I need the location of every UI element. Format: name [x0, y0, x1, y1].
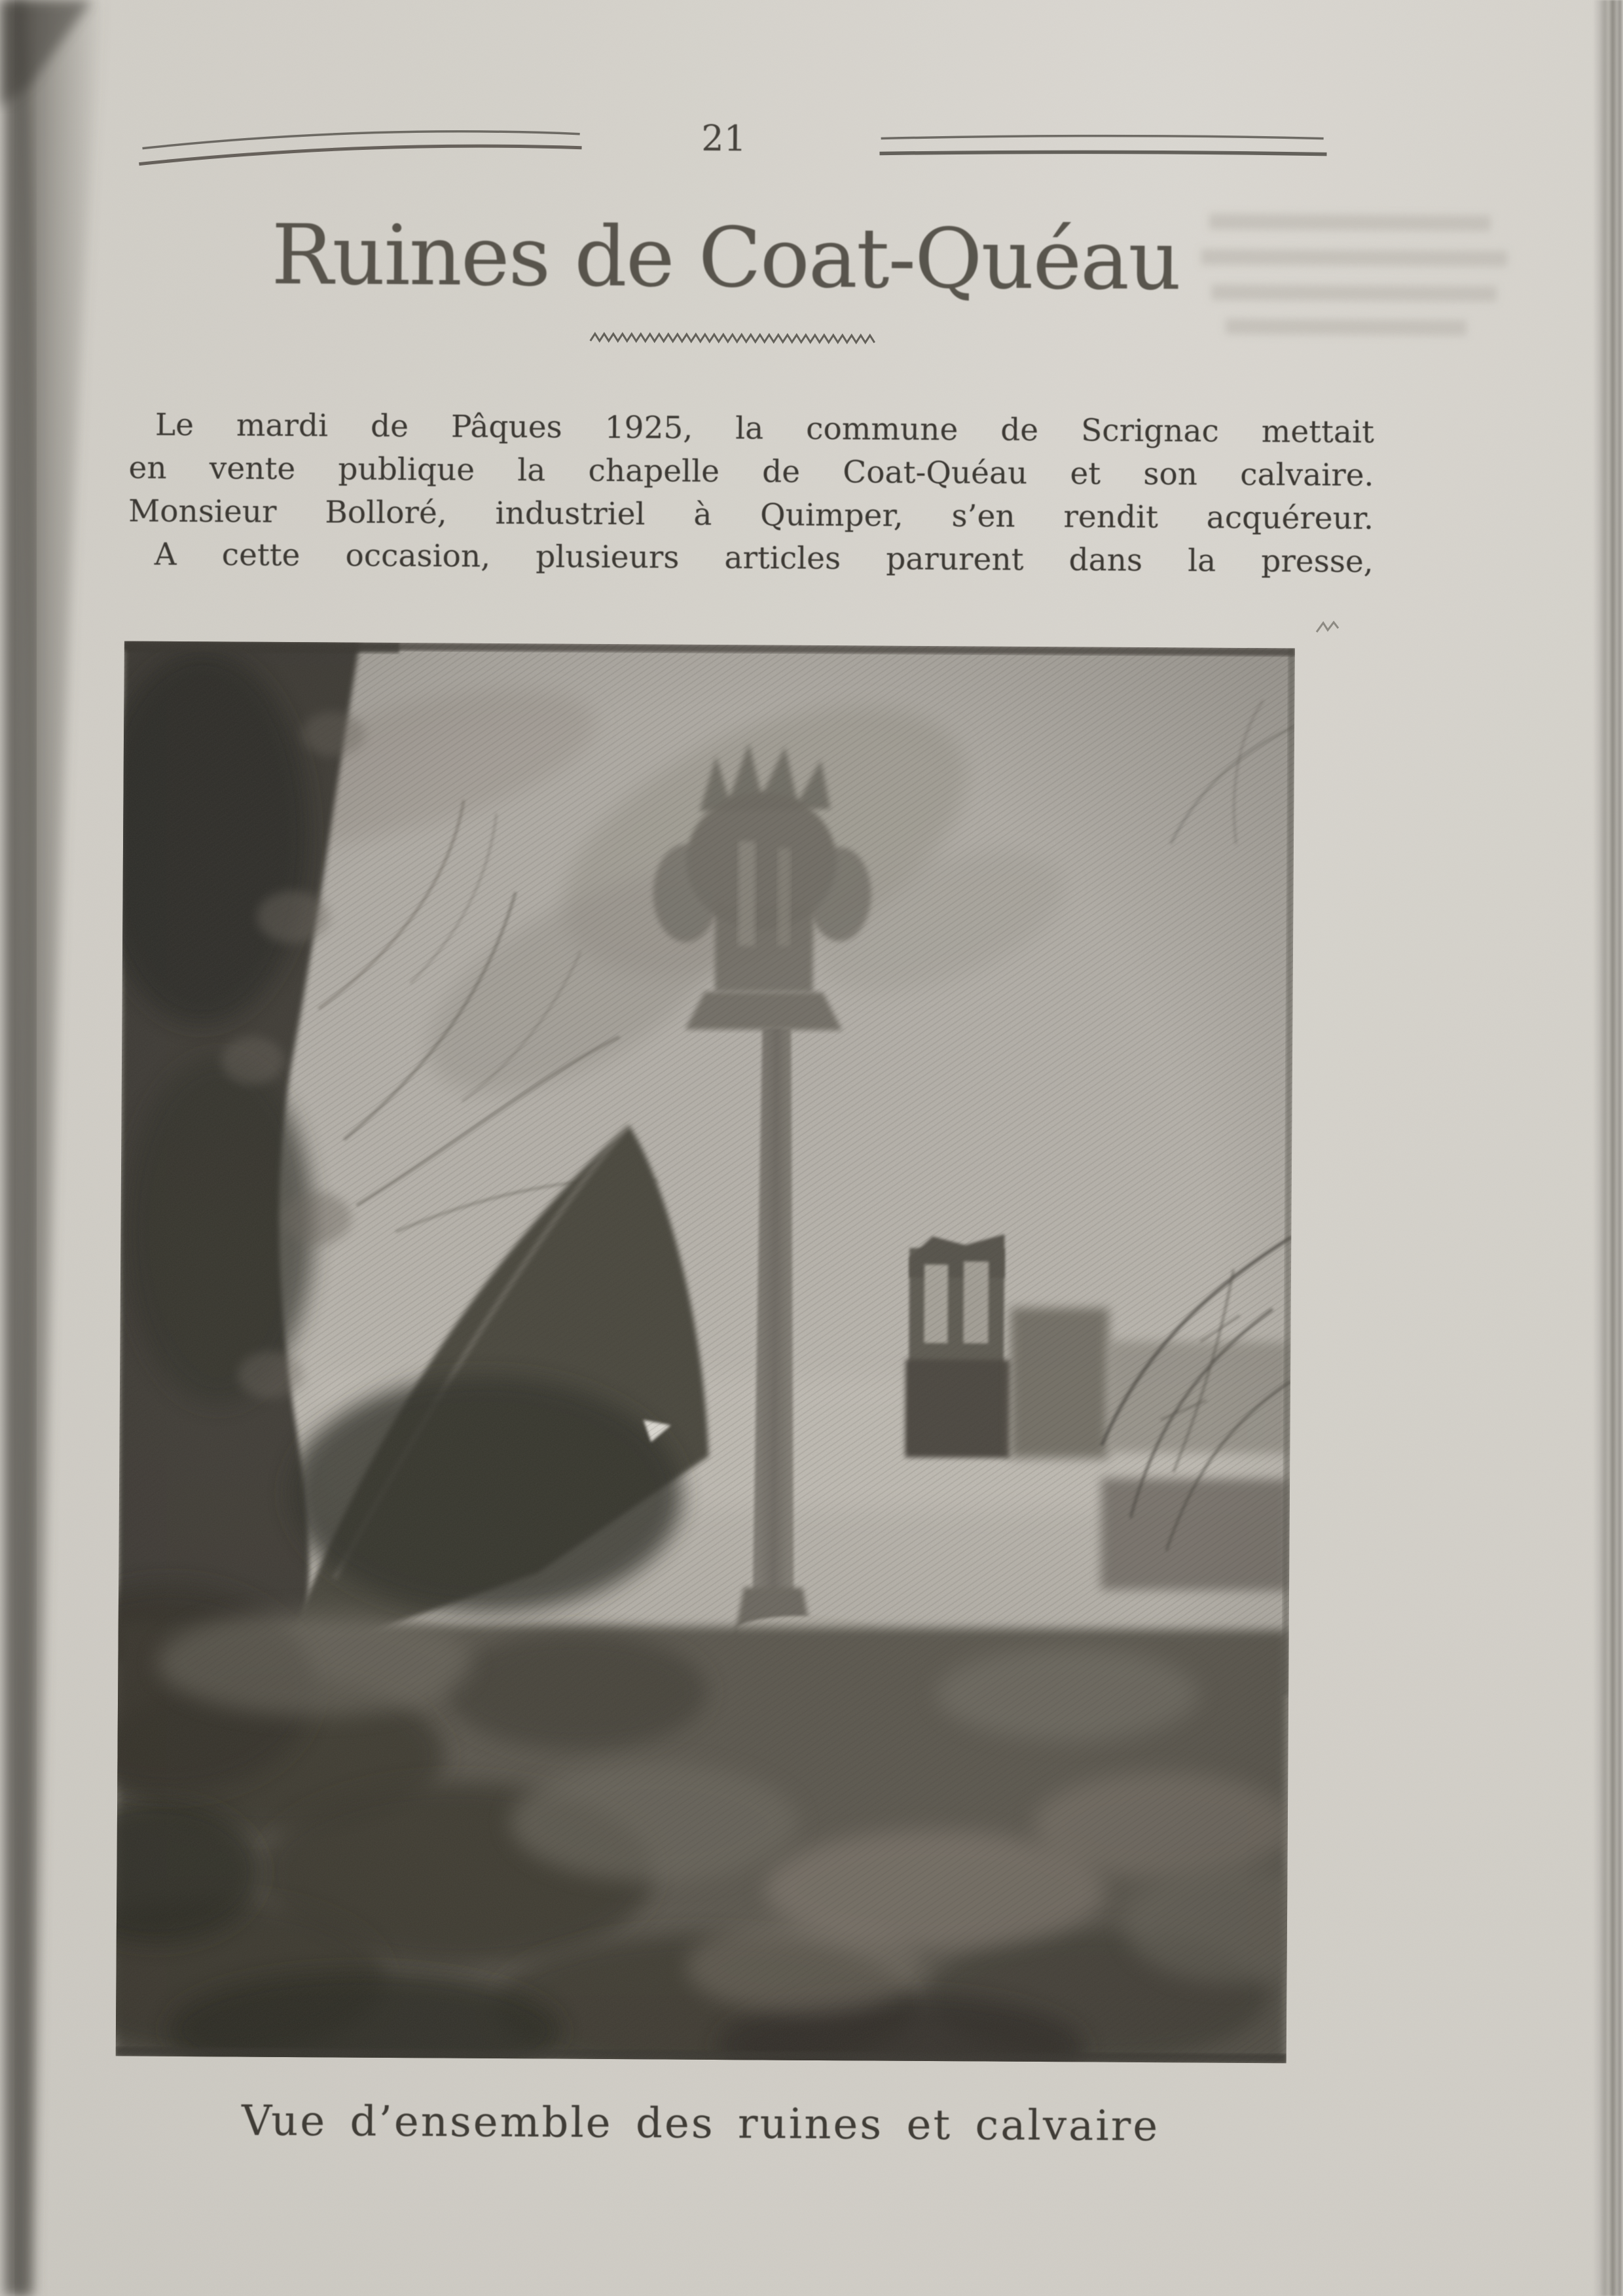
header-rule-right-top [881, 134, 1324, 141]
paragraph-line: Monsieur Bolloré, industriel à Quimper, s’en rendit acquéreur. [128, 493, 1374, 537]
ruins-photo [116, 641, 1295, 2063]
page-stack-edge [1593, 0, 1623, 2296]
page-number: 21 [701, 117, 747, 160]
article-paragraph [128, 403, 1375, 584]
photo-caption: Vue d’ensemble des ruines et calvaire [241, 2096, 1160, 2151]
paragraph-line: en vente publique la chapelle de Coat-Quéau et son calvaire. [128, 450, 1374, 494]
paragraph-line: Le mardi de Pâques 1925, la commune de Scrignac mettait [155, 406, 1375, 451]
title-divider-squiggle [589, 329, 877, 348]
paragraph-line: A cette occasion, plusieurs articles parurent dans la presse, [154, 536, 1374, 581]
photo-vignette [116, 641, 1295, 2063]
header-rule-left-bottom [139, 144, 581, 167]
header-rules [0, 0, 1623, 215]
pen-mark [1314, 615, 1353, 641]
book-binding-shadow [0, 0, 111, 2296]
article-title: Ruines de Coat-Quéau [271, 206, 1180, 309]
header-rule-right-bottom [879, 151, 1326, 156]
